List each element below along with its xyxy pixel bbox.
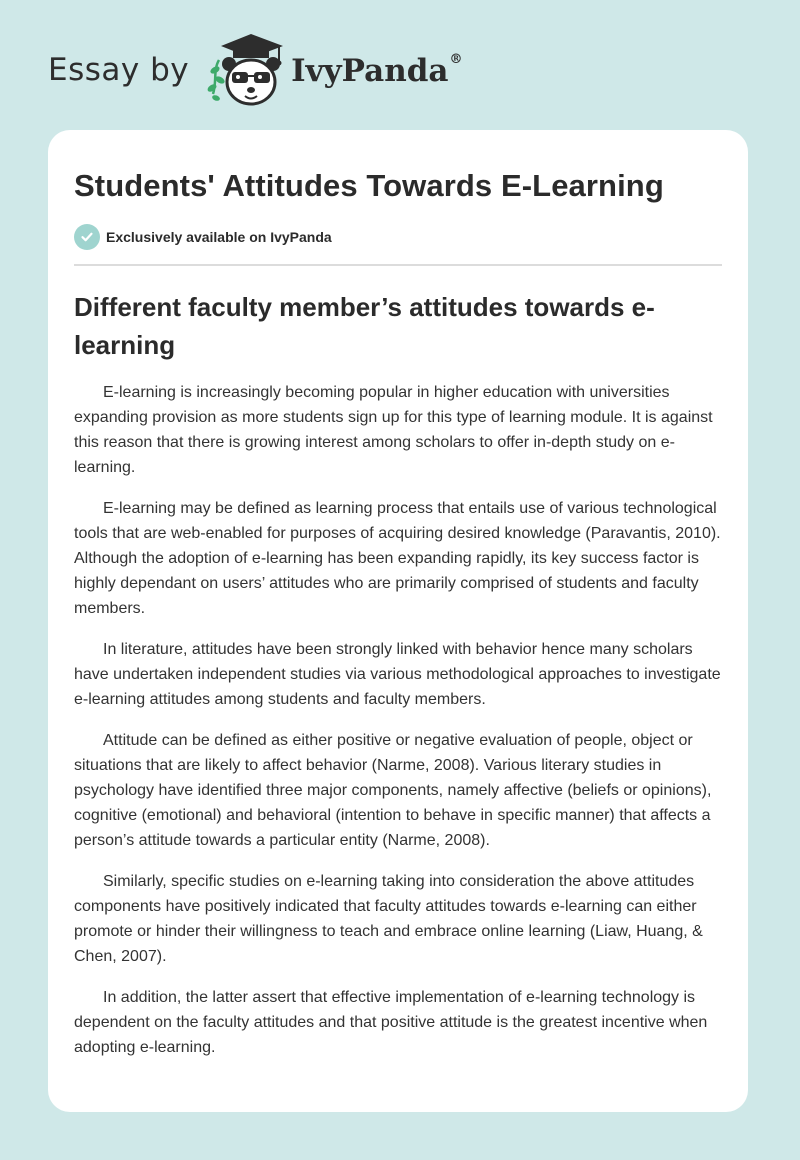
brand-prefix: Essay by: [48, 52, 190, 88]
divider: [74, 264, 722, 266]
paragraph: E-learning is increasingly becoming popular in higher education with universities expanding provision as more students sign up for this type of learning module. It is against this reason that there is growing interest among scholars to offer in-depth study on e-learning.: [74, 384, 713, 476]
brand-name[interactable]: IvyPanda®: [291, 51, 463, 89]
check-icon: [74, 224, 100, 250]
registered-mark: ®: [449, 51, 463, 67]
exclusive-badge-label: Exclusively available on IvyPanda: [106, 229, 332, 245]
exclusive-badge: [74, 224, 722, 250]
section-heading: Different faculty member’s attitudes towards e-learning: [74, 292, 655, 360]
paragraph: E-learning may be defined as learning process that entails use of various technological tools that are web-enabled for purposes of acquiring desired knowledge (Paravantis, 2010). Although the adoption of e-learning has been expanding rapidly, its key success factor is highly dependant on users’ attitudes who are primarily comprised of students and faculty members.: [74, 500, 721, 617]
paragraph: In literature, attitudes have been strongly linked with behavior hence many scholars have undertaken independent studies via various methodological approaches to investigate e-learning attitudes among students and faculty members.: [74, 641, 721, 708]
paragraph: In addition, the latter assert that effective implementation of e-learning technology is dependent on the faculty attitudes and that positive attitude is the greatest incentive when adopting e-learning.: [74, 989, 708, 1056]
article-body: [74, 380, 722, 1060]
paragraph: Attitude can be defined as either positive or negative evaluation of people, object or situations that are likely to affect behavior (Narme, 2008). Various literary studies in psychology have identified three major components, namely affective (beliefs or opinions), cognitive (emotional) and behavioral (intention to behave in specific manner) that affects a person’s attitude towards a particular entity (Narme, 2008).: [74, 732, 712, 849]
panda-graduate-icon: [203, 30, 287, 110]
page-title: Students' Attitudes Towards E-Learning: [74, 168, 664, 203]
article-card: [48, 130, 748, 1112]
brand-header: [48, 30, 463, 110]
paragraph: Similarly, specific studies on e-learning taking into consideration the above attitudes components have positively indicated that faculty attitudes towards e-learning can either promote or hinder their willingness to teach and embrace online learning (Liaw, Huang, & Chen, 2007).: [74, 873, 703, 965]
